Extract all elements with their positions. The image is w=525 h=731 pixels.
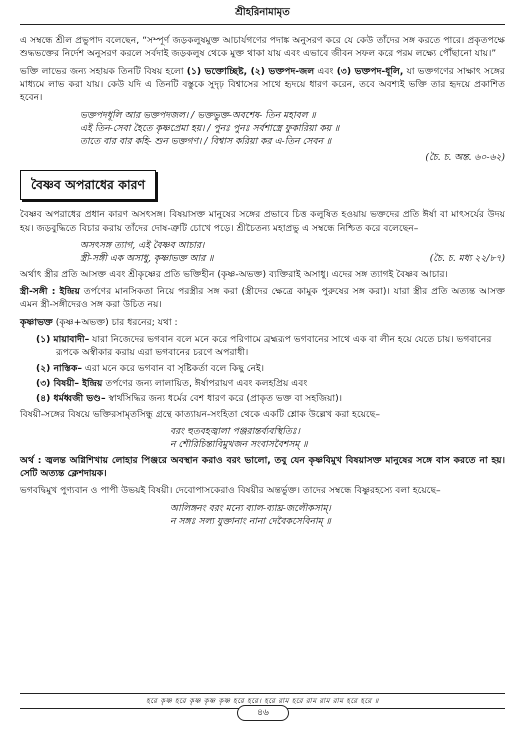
- sloka: [20, 425, 505, 452]
- page-number: ৪৬: [237, 705, 289, 721]
- section-paragraph-2: অর্থাৎ স্ত্রীর প্রতি আসক্ত এবং শ্রীকৃষ্ণের প্রতি ভক্তিহীন (কৃষ্ণ-অভক্ত) ব্যক্তিরাই অসাধু। এদের সঙ্গ ত্যাগই বৈষ্ণব আচার।: [20, 268, 448, 280]
- section-paragraph: বৈষ্ণব অপরাধের প্রধান কারণ অসৎসঙ্গ। বিষয়াসক্ত মানুষের সঙ্গের প্রভাবে চিত্ত কলুষিত হওয়ায় ভক্তদের প্রতি ঈর্ষা বা মাৎসর্যের উদয় হয়। জড়বুদ্ধিতে বিচার করায় তাঁদের দোষ-ত্রুটি চোখে পড়ে। শ্রীচৈতন্য মহাপ্রভু এ সম্বন্ধে নিশ্চিত করে বলেছেন–: [20, 209, 505, 234]
- intro-verse: [20, 109, 505, 149]
- page-header: [20, 6, 505, 25]
- verse-line: ভক্তপদধূলি আর ভক্তপদজল। / ভক্তভুক্ত-অবশেষ- তিন মহাবল ॥: [80, 109, 316, 121]
- verse-line: ন সঙ্গঃ সল্য যুক্তানাং নানা দেবৈকসেবিনাম্ ॥: [170, 516, 331, 528]
- section-paragraph-3: স্ত্রী-সঙ্গী : ইন্দ্রিয় তর্পণের মানসিকতা নিয়ে পরস্ত্রীর সঙ্গ করা (স্ত্রীদের ক্ষেত্রে কামুক পুরুষের সঙ্গ করা)। যারা স্ত্রীর প্রতি অত্যন্ত আসক্ত এমন স্ত্রী-সঙ্গীদেরও সঙ্গ করা উচিত নয়।: [20, 285, 506, 311]
- list-item: (৩) বিষয়ী– ইন্দ্রিয় তর্পণের জন্য লালায়িত, ঈর্ষাপরায়ণ এবং কলহপ্রিয় এবং: [36, 378, 308, 389]
- intro-paragraph: এ সম্বন্ধে শ্রীল প্রভুপাদ বলেছেন, “সম্পূর্ণ জড়কলুষমুক্ত আচার্যগণের পদাঙ্ক অনুসরণ করে যে কেউ তাঁদের সঙ্গ করতে পারে। প্রকৃতপক্ষে শুদ্ধভক্তের নির্দেশ অনুসরণ করলে সর্বদাই জড়কলুষ থেকে মুক্ত থাকা যায় এবং এভাবে জীবন সফল করে পরম লক্ষ্যে পৌঁছানো যায়।”: [20, 35, 505, 60]
- sloka-2: [20, 502, 505, 529]
- footer-mantra: হরে কৃষ্ণ হরে কৃষ্ণ কৃষ্ণ কৃষ্ণ হরে হরে। হরে রাম হরে রাম রাম রাম হরে হরে ॥: [20, 693, 505, 709]
- section-verse: [20, 239, 505, 266]
- verse-line: অসৎসঙ্গ ত্যাগ, এই বৈষ্ণব আচার।: [80, 239, 205, 251]
- verse-line: স্ত্রী-সঙ্গী এক অসাধু, কৃষ্ণাভক্ত আর ॥ (চৈ. চ. মধ্য ২২/৮৭): [80, 253, 505, 265]
- section-title: বৈষ্ণব অপরাধের কারণ: [20, 170, 156, 200]
- list-item: (২) নাস্তিক– এরা মনে করে ভগবান বা সৃষ্টিকর্তা বলে কিছু নেই।: [36, 362, 265, 374]
- verse-line: বরং হুতবহজ্বালা পঞ্জরান্তর্ব্যবস্থিতিঃ।: [170, 426, 300, 438]
- verse-reference: (চৈ. চ. মধ্য ২২/৮৭): [429, 253, 505, 265]
- section-paragraph-5: বিষয়ী-সঙ্গের বিষয়ে ভক্তিরসামৃতসিন্ধু গ্রন্থে কাত্যায়ন-সংহিতা থেকে একটি শ্লোক উল্লেখ করা হয়েছে–: [20, 408, 380, 420]
- meaning-paragraph: অর্থ : জ্বলন্ত অগ্নিশিখায় লোহার পিঞ্জরে অবস্থান করাও বরং ভালো, তবু যেন কৃষ্ণবিমুখ বিষয়াসক্ত মানুষের সঙ্গে বাস করতে না হয়। সেটি অত্যন্ত ক্লেশদায়ক।: [20, 454, 505, 480]
- section-paragraph-4: কৃষ্ণাভক্ত (কৃষ্ণ+অভক্ত) চার ধরনের; যথা :: [20, 316, 178, 328]
- verse-line: তাতে বার বার কহি- শুন ভক্তগণ। / বিশ্বাস করিয়া কর এ-তিন সেবন ॥: [80, 136, 332, 148]
- list-item: (৪) ধর্মধ্বজী ভণ্ড– স্বার্থসিদ্ধির জন্য ধর্মের বেশ ধারণ করে (প্রাকৃত ভক্ত বা সহজিয়া)।: [36, 393, 342, 405]
- section-paragraph-6: ভগবদ্বিমুখ পুণ্যবান ও পাপী উভয়ই বিষয়ী। দেবোপাসকেরাও বিষয়ীর অন্তর্ভুক্ত। তাদের সম্বন্ধে বিষ্ণুরহস্যে বলা হয়েছে–: [20, 485, 441, 497]
- list-item: (১) মায়াবাদী– যারা নিজেদের ভগবান বলে মনে করে পরিণামে ব্রহ্মরূপ ভগবানের সাথে এক বা লীন হয়ে যেতে চায়। ভগবানের রূপকে অস্বীকার করায় এরা ভগবানের চরণে অপরাধী।: [36, 333, 492, 359]
- verse-line: আলিঙ্গনং বরং মন্যে ব্যাল-ব্যাঘ্র-জলৌকসাম্।: [170, 502, 331, 514]
- verse-line: ন শৌরিচিন্তাবিমুখজন সংবাসবৈশসম্ ॥: [170, 439, 308, 451]
- header-title: শ্রীহরিনামামৃত: [235, 7, 290, 18]
- verse-reference: (চৈ. চ. অন্ত. ৬০-৬২): [425, 151, 505, 163]
- main-content: [20, 34, 505, 530]
- intro-paragraph-2: ভক্তি লাভের জন্য সহায়ক তিনটি বিষয় হলো (১) ভক্তোচ্ছিষ্ট, (২) ভক্তপদ-জল এবং (৩) ভক্তপদ-ধূলি, যা ভক্তগণের সাক্ষাৎ সঙ্গের মাধ্যমে লাভ করা যায়। কেউ যদি এ তিনটি বস্তুকে সুদৃঢ় বিশ্বাসের সাথে হৃদয়ে ধারণ করেন, তবে অবশ্যই ভক্তি তার হৃদয়ে প্রকাশিত হবেন।: [20, 65, 505, 104]
- verse-line: এই তিন-সেবা হৈতে কৃষ্ণপ্রেমা হয়। / পুনঃ পুনঃ সর্বশাস্ত্রে ফুকারিয়া কয় ॥: [80, 123, 340, 135]
